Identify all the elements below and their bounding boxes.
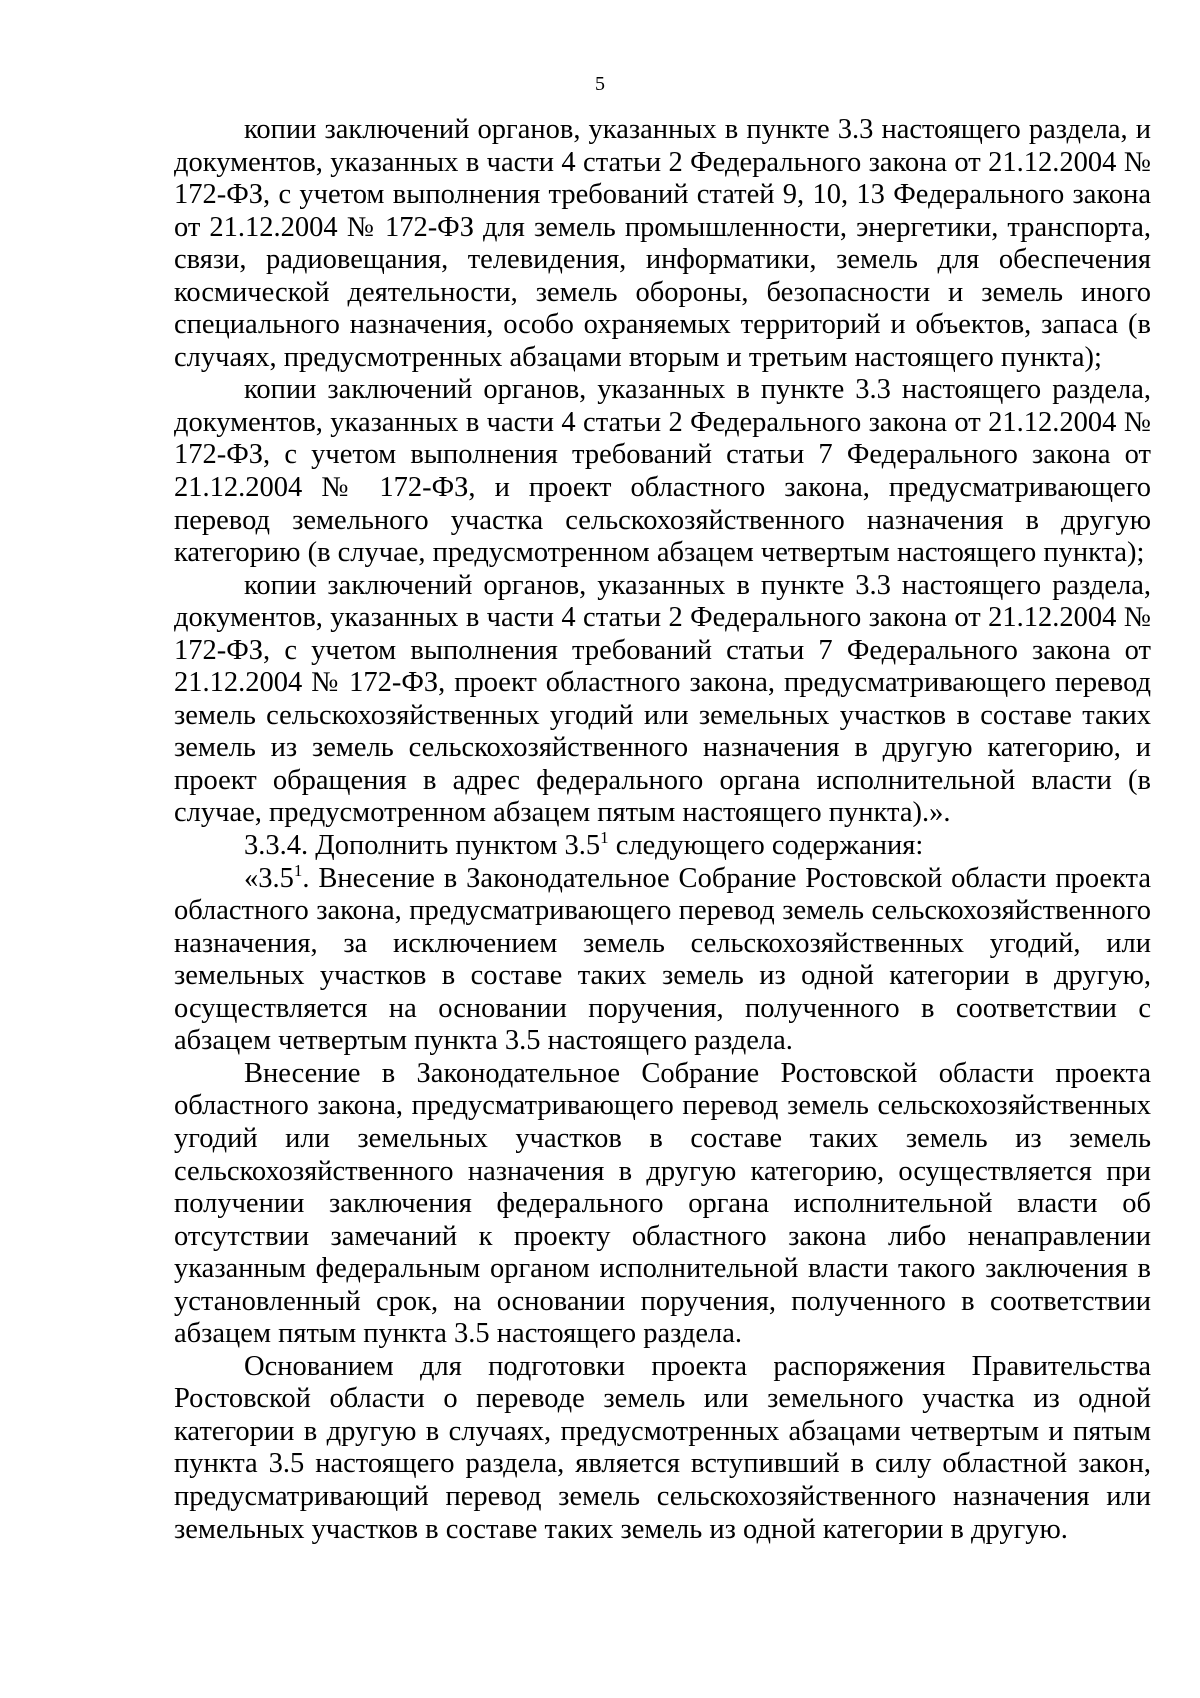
paragraph-5: «$3.5^1$. Внесение в Законодательное Собрание Ростовской области проекта областного закона, предусматривающего перевод земель сельскохозяйственного назначения, за исключением земель сельскохозяйственных угодий, или земельных участков в составе таких земель из одной категории в другую, осуществляется на основании поручения, полученного в соответствии с абзацем четвертым пункта 3.5 настоящего раздела. bbox=[174, 860, 1151, 1057]
document-body bbox=[174, 114, 1151, 1546]
paragraph-2: копии заключений органов, указанных в пункте 3.3 настоящего раздела, документов, указанных в части 4 статьи 2 Федерального закона от 21.12.2004 № 172-ФЗ, с учетом выполнения требований статьи 7 Федерального закона от 21.12.2004 № 172-ФЗ, и проект областного закона, предусматривающего перевод земельного участка сельскохозяйственного назначения в другую категорию (в случае, предусмотренном абзацем четвертым настоящего пункта); bbox=[174, 374, 1151, 569]
paragraph-7: Основанием для подготовки проекта распоряжения Правительства Ростовской области о переводе земель или земельного участка из одной категории в другую в случаях, предусмотренных абзацами четвертым и пятым пункта 3.5 настоящего раздела, является вступивший в силу областной закон, предусматривающий перевод земель сельскохозяйственного назначения или земельных участков в составе таких земель из одной категории в другую. bbox=[174, 1350, 1151, 1545]
paragraph-4: 3.3.4. Дополнить пунктом $3.5^1$ следующего содержания: bbox=[244, 828, 924, 862]
paragraph-1: копии заключений органов, указанных в пункте 3.3 настоящего раздела, и документов, указанных в части 4 статьи 2 Федерального закона от 21.12.2004 № 172-ФЗ, с учетом выполнения требований статей 9, 10, 13 Федерального закона от 21.12.2004 № 172-ФЗ для земель промышленности, энергетики, транспорта, связи, радиовещания, телевидения, информатики, земель для обеспечения космической деятельности, земель обороны, безопасности и земель иного специального назначения, особо охраняемых территорий и объектов, запаса (в случаях, предусмотренных абзацами вторым и третьим настоящего пункта); bbox=[174, 114, 1151, 373]
paragraph-6: Внесение в Законодательное Собрание Ростовской области проекта областного закона, предусматривающего перевод земель сельскохозяйственных угодий или земельных участков в составе таких земель из земель сельскохозяйственного назначения в другую категорию, осуществляется при получении заключения федерального органа исполнительной власти об отсутствии замечаний к проекту областного закона либо ненаправлении указанным федеральным органом исполнительной власти такого заключения в установленный срок, на основании поручения, полученного в соответствии абзацем пятым пункта 3.5 настоящего раздела. bbox=[174, 1057, 1151, 1350]
page-number: 5 bbox=[595, 73, 605, 95]
paragraph-3: копии заключений органов, указанных в пункте 3.3 настоящего раздела, документов, указанных в части 4 статьи 2 Федерального закона от 21.12.2004 № 172-ФЗ, с учетом выполнения требований статьи 7 Федерального закона от 21.12.2004 № 172-ФЗ, проект областного закона, предусматривающего перевод земель сельскохозяйственных угодий или земельных участков в составе таких земель из земель сельскохозяйственного назначения в другую категорию, и проект обращения в адрес федерального органа исполнительной власти (в случае, предусмотренном абзацем пятым настоящего пункта).». bbox=[174, 569, 1151, 829]
